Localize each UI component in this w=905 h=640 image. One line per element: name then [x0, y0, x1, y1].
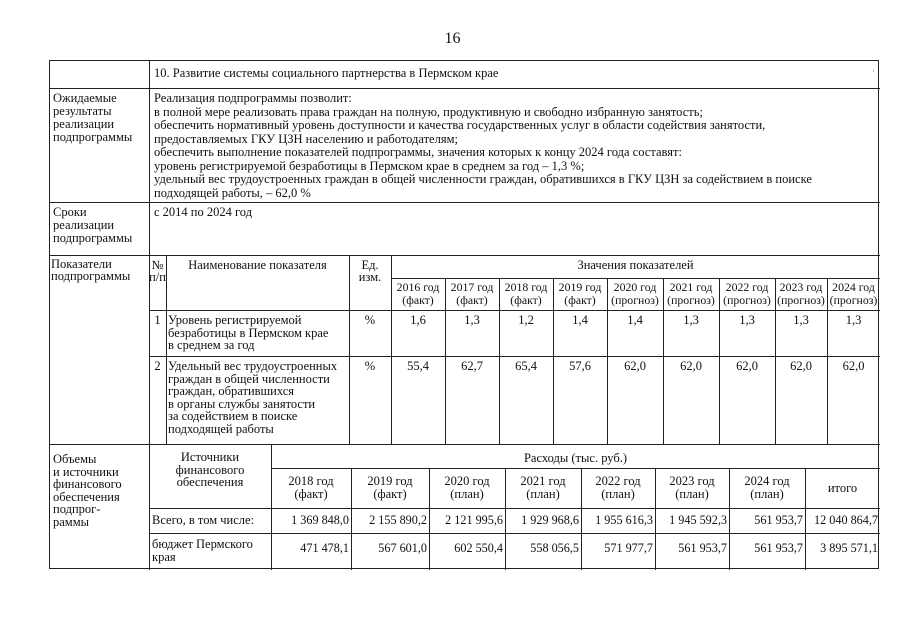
indicator-value-cell: 1,3 [793, 313, 809, 327]
expected-results-line: обеспечить выполнение показателей подпрограммы, значения которых к концу 2024 года составят: [154, 145, 682, 159]
indicator-year-header: 2016 год (факт) [396, 280, 440, 307]
subprogram-passport-table [49, 60, 879, 569]
financing-value-cell: 567 601,0 [378, 541, 427, 555]
terms-value: с 2014 по 2024 год [154, 205, 253, 219]
indicator-value-cell: 62,7 [461, 359, 483, 373]
indicator-value-cell: 65,4 [515, 359, 537, 373]
financing-sources-header: Источники финансового обеспечения [175, 450, 245, 489]
financing-total-header: итого [827, 481, 858, 495]
indicator-value-cell: 62,0 [624, 359, 646, 373]
section-divider [50, 444, 880, 445]
financing-value-cell: 12 040 864,7 [814, 513, 878, 527]
financing-value-cell: 1 369 848,0 [291, 513, 349, 527]
indicator-row-unit: % [364, 313, 376, 327]
indicators-label: Показатели подпрограммы [51, 257, 131, 283]
scan-mark: · [872, 66, 875, 76]
financing-year-header: 2020 год (план) [444, 474, 490, 501]
financing-row-name: Всего, в том числе: [152, 513, 255, 527]
financing-year-header: 2018 год (факт) [288, 474, 334, 501]
indicator-name-header: Наименование показателя [188, 258, 327, 272]
table-rule [149, 533, 880, 534]
indicator-unit-header: Ед. изм. [358, 258, 382, 284]
table-rule [271, 468, 880, 469]
financing-year-header: 2019 год (факт) [367, 474, 413, 501]
expected-results-line: подходящей работы, – 62,0 % [154, 185, 311, 200]
indicator-year-header: 2021 год (прогноз) [667, 280, 715, 307]
expected-results-label: Ожидаемые результаты реализации подпрограммы [53, 91, 133, 144]
financing-expenses-header: Расходы (тыс. руб.) [523, 451, 628, 465]
financing-value-cell: 3 895 571,1 [820, 541, 878, 555]
table-rule [166, 255, 167, 444]
indicator-year-header: 2019 год (факт) [558, 280, 602, 307]
indicator-value-cell: 1,3 [845, 313, 862, 327]
financing-value-cell: 561 953,7 [754, 541, 803, 555]
table-rule [149, 356, 880, 357]
financing-year-header: 2024 год (план) [744, 474, 790, 501]
financing-year-header: 2022 год (план) [595, 474, 641, 501]
indicator-year-header: 2017 год (факт) [450, 280, 494, 307]
indicator-row-number: 2 [154, 359, 161, 373]
financing-value-cell: 1 945 592,3 [669, 513, 727, 527]
indicator-values-header: Значения показателей [577, 258, 694, 272]
indicator-year-header: 2020 год (прогноз) [611, 280, 659, 307]
indicator-year-header: 2023 год (прогноз) [777, 280, 825, 307]
section-divider [50, 88, 880, 89]
section-divider [50, 202, 880, 203]
indicator-value-cell: 1,6 [410, 313, 426, 327]
indicator-year-header: 2024 год (прогноз) [829, 280, 878, 307]
indicator-value-cell: 57,6 [569, 359, 591, 373]
expected-results-line: уровень регистрируемой безработицы в Пермском крае в среднем за год – 1,3 %; [154, 158, 585, 173]
indicator-value-cell: 62,0 [790, 359, 812, 373]
section-divider [50, 255, 880, 256]
expected-results-line: в полной мере реализовать права граждан на полную, продуктивную и свободно избранную занятость; [154, 104, 703, 119]
expected-results-line: обеспечить нормативный уровень доступности и качества государственных услуг в области содействия занятости, [154, 118, 766, 132]
financing-value-cell: 2 155 890,2 [369, 513, 427, 527]
indicator-row-number: 1 [154, 313, 161, 327]
terms-label: Сроки реализации подпрограммы [53, 205, 133, 245]
financing-value-cell: 602 550,4 [454, 541, 503, 555]
expected-results-line: предоставляемых ГКУ ЦЗН населению и работодателям; [154, 131, 458, 146]
indicator-year-header: 2018 год (факт) [504, 280, 548, 307]
indicator-row-unit: % [364, 359, 376, 373]
indicator-value-cell: 1,3 [739, 313, 755, 327]
indicator-value-cell: 1,2 [518, 313, 534, 327]
subprogram-title: 10. Развитие системы социального партнерства в Пермском крае [154, 66, 499, 80]
indicator-value-cell: 1,4 [627, 313, 643, 327]
indicator-value-cell: 62,0 [842, 359, 865, 373]
expected-results-line: Реализация подпрограммы позволит: [154, 91, 352, 105]
table-rule [391, 278, 880, 279]
indicator-year-header: 2022 год (прогноз) [723, 280, 771, 307]
financing-value-cell: 558 056,5 [530, 541, 579, 555]
indicator-value-cell: 62,0 [680, 359, 702, 373]
financing-value-cell: 1 955 616,3 [595, 513, 653, 527]
financing-year-header: 2023 год (план) [669, 474, 715, 501]
financing-value-cell: 1 929 968,6 [521, 513, 579, 527]
financing-label: Объемы и источники финансового обеспечения подпрог- раммы [53, 452, 122, 529]
financing-value-cell: 571 977,7 [604, 541, 653, 555]
financing-value-cell: 561 953,7 [678, 541, 727, 555]
indicator-number-header: № п/п [149, 258, 166, 284]
indicator-value-cell: 1,3 [683, 313, 699, 327]
financing-value-cell: 471 478,1 [300, 541, 349, 555]
table-rule [149, 310, 880, 311]
table-rule [149, 508, 880, 509]
indicator-value-cell: 62,0 [736, 359, 758, 373]
financing-row-name: бюджет Пермского края [152, 537, 253, 564]
financing-value-cell: 561 953,7 [754, 513, 803, 527]
financing-year-header: 2021 год (план) [520, 474, 566, 501]
indicator-value-cell: 1,3 [464, 313, 480, 327]
table-rule [349, 255, 350, 444]
page-number: 16 [444, 30, 461, 47]
financing-value-cell: 2 121 995,6 [445, 513, 503, 527]
expected-results-line: удельный вес трудоустроенных граждан в общей численности граждан, обратившихся в ГКУ ЦЗН за содействием в поиске [154, 172, 812, 186]
indicator-row-name: Удельный вес трудоустроенных граждан в общей численности граждан, обратившихся в органы службы занятости за содействием в поиске подходящей работы [168, 359, 338, 436]
indicator-value-cell: 55,4 [407, 359, 429, 373]
indicator-value-cell: 1,4 [572, 313, 588, 327]
indicator-row-name: Уровень регистрируемой безработицы в Пермском крае в среднем за год [168, 313, 329, 352]
